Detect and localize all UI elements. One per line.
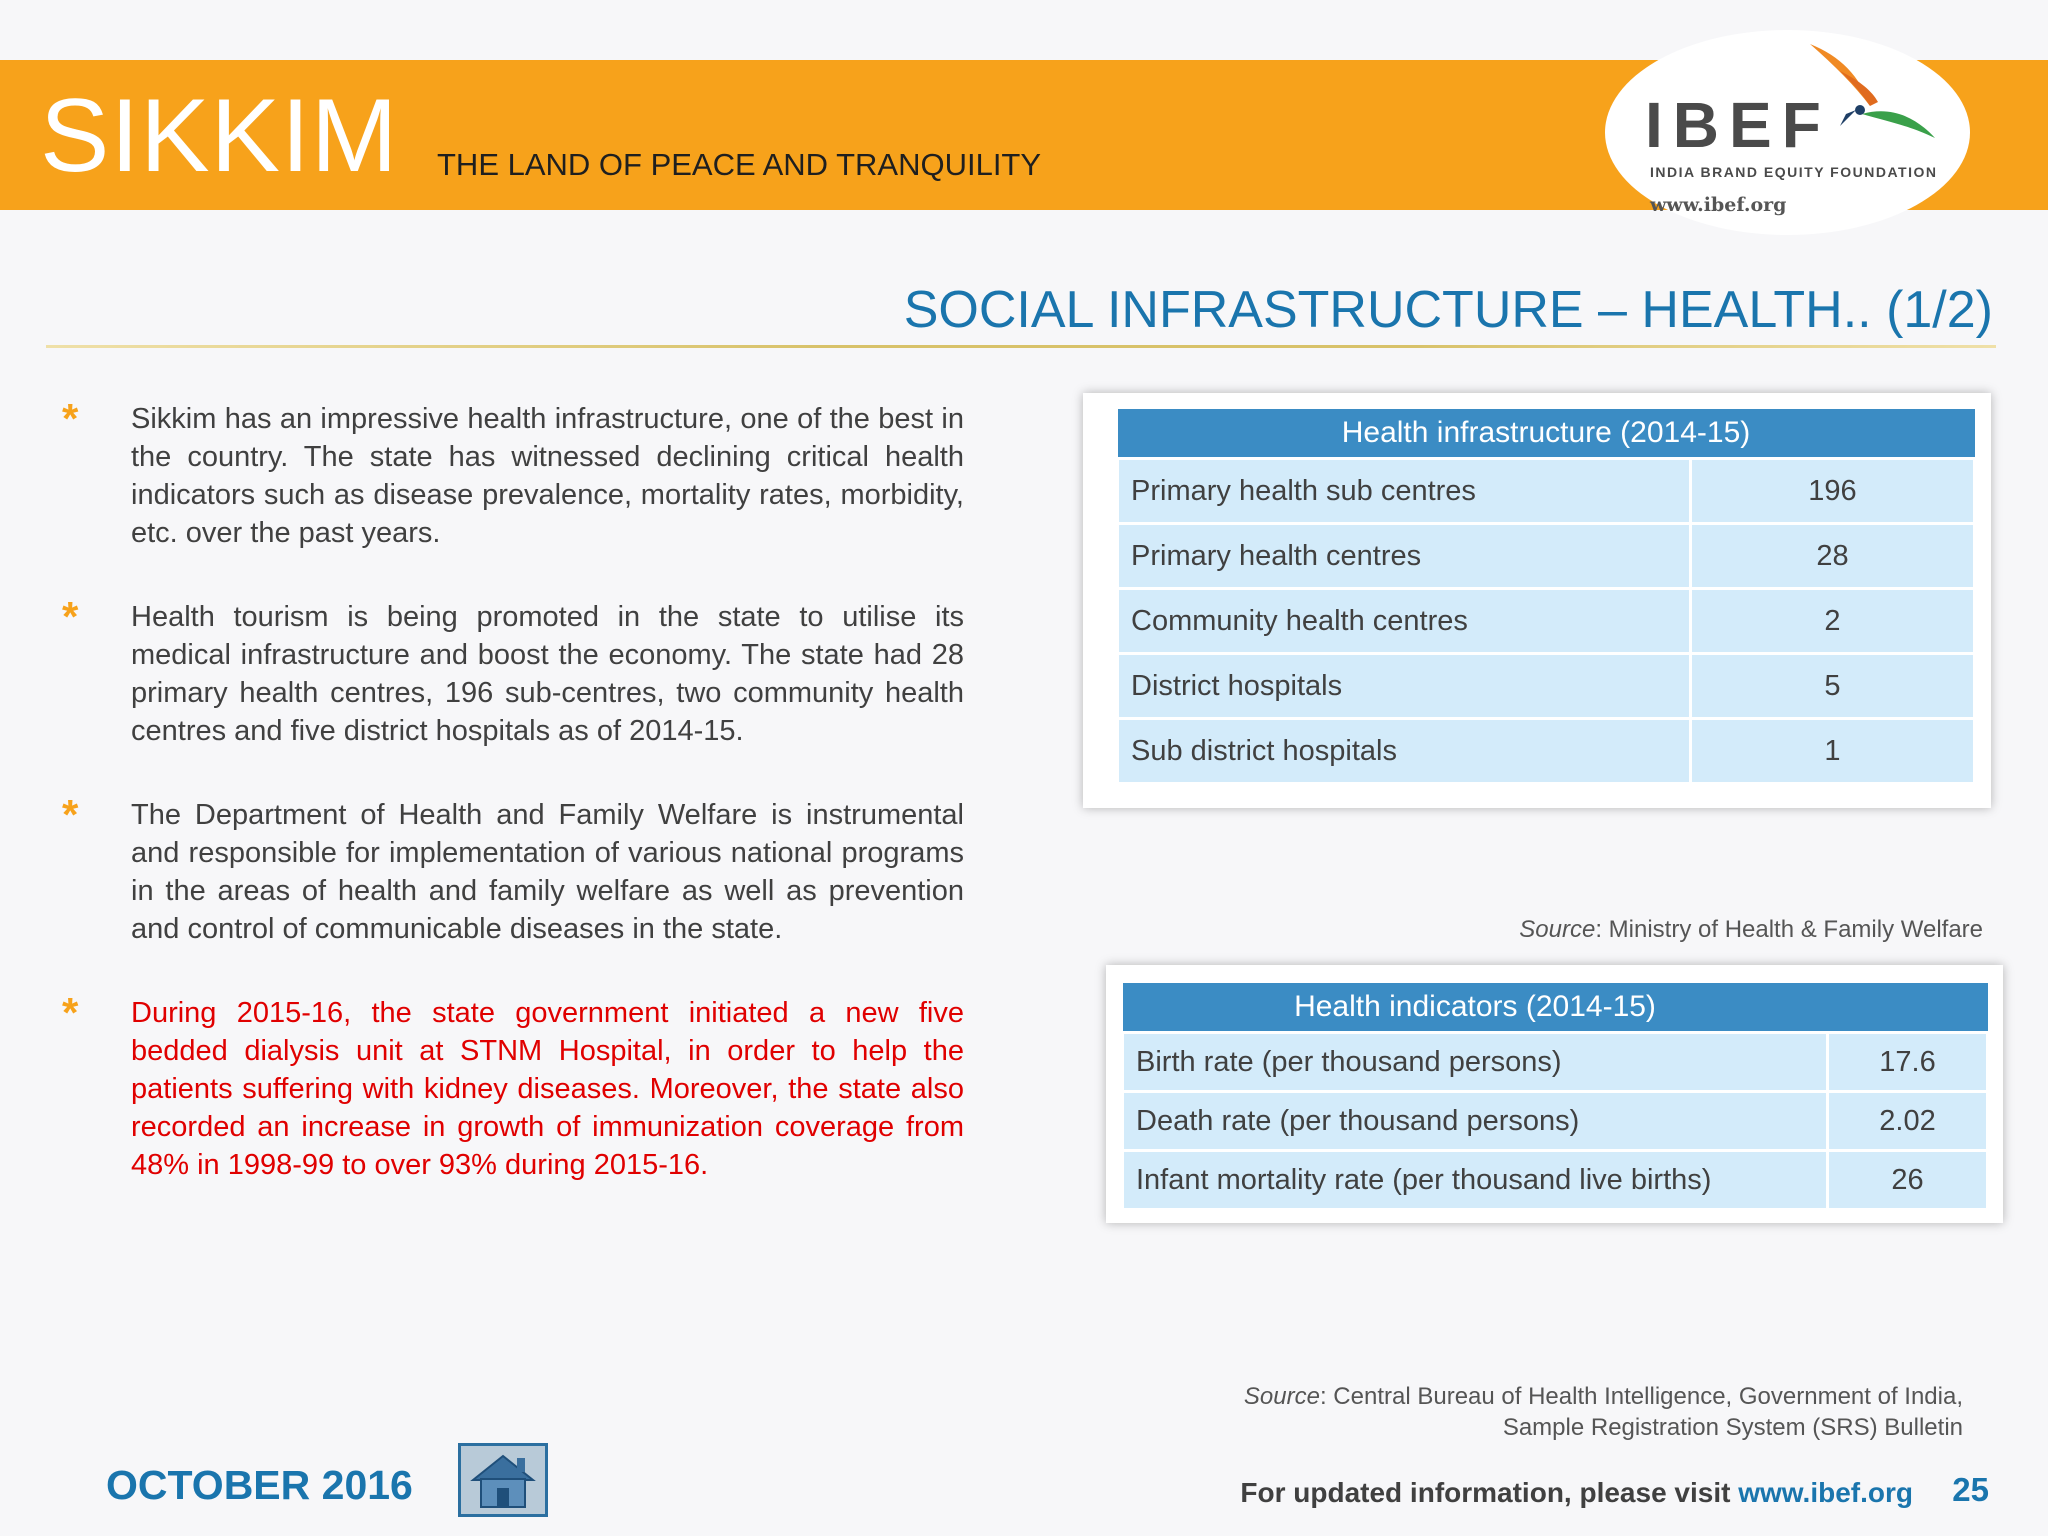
footer-note-text: For updated information, please visit bbox=[1240, 1477, 1739, 1508]
table-header-row bbox=[1123, 983, 1988, 1033]
bullet-item bbox=[62, 395, 964, 552]
bullet-item bbox=[62, 791, 964, 948]
table-row bbox=[1123, 1092, 1988, 1151]
asterisk-bullet-icon: * bbox=[62, 395, 79, 442]
source-label: Source bbox=[1519, 916, 1596, 943]
row-label: Sub district hospitals bbox=[1118, 719, 1691, 784]
source-text: Sample Registration System (SRS) Bulletin bbox=[1502, 1414, 1963, 1441]
asterisk-bullet-icon: * bbox=[62, 791, 79, 838]
title-divider bbox=[46, 345, 1996, 348]
bullet-item bbox=[62, 593, 964, 750]
source-text: : Ministry of Health & Family Welfare bbox=[1595, 916, 1983, 943]
bullet-item-highlighted bbox=[62, 989, 964, 1184]
page-number: 25 bbox=[1952, 1471, 1989, 1508]
home-icon bbox=[461, 1446, 545, 1514]
bullet-text: Health tourism is being promoted in the state to utilise its medical infrastructure and boost the economy. The state had 28 primary health centres, 196 sub-centres, two community health centres and five district hospitals as of 2014-15. bbox=[131, 601, 964, 747]
state-name: SIKKIM bbox=[40, 78, 399, 194]
table-title: Health indicators (2014-15) bbox=[1123, 983, 1828, 1033]
row-label: Death rate (per thousand persons) bbox=[1123, 1092, 1828, 1151]
table-header-row bbox=[1118, 409, 1975, 459]
asterisk-bullet-icon: * bbox=[62, 989, 79, 1036]
row-value: 196 bbox=[1691, 459, 1975, 524]
row-label: Primary health sub centres bbox=[1118, 459, 1691, 524]
page-title: SOCIAL INFRASTRUCTURE – HEALTH.. (1/2) bbox=[903, 281, 1993, 339]
footer-date: OCTOBER 2016 bbox=[106, 1462, 413, 1508]
health-infrastructure-table bbox=[1116, 409, 1976, 785]
row-value: 26 bbox=[1828, 1151, 1988, 1210]
row-value: 1 bbox=[1691, 719, 1975, 784]
table-row bbox=[1118, 589, 1975, 654]
row-label: Birth rate (per thousand persons) bbox=[1123, 1033, 1828, 1092]
table-row bbox=[1123, 1033, 1988, 1092]
row-value: 2.02 bbox=[1828, 1092, 1988, 1151]
table-row bbox=[1118, 459, 1975, 524]
state-tagline: THE LAND OF PEACE AND TRANQUILITY bbox=[437, 147, 1042, 182]
home-button[interactable] bbox=[458, 1443, 548, 1517]
table-row bbox=[1118, 719, 1975, 784]
bullet-text: Sikkim has an impressive health infrastructure, one of the best in the country. The state has witnessed declining critical health indicators such as disease prevalence, mortality rates, morbidity, etc. over the past years. bbox=[131, 403, 964, 549]
health-infrastructure-card bbox=[1083, 393, 1991, 808]
source-label: Source bbox=[1243, 1383, 1320, 1410]
row-value: 28 bbox=[1691, 524, 1975, 589]
bullet-text: The Department of Health and Family Welfare is instrumental and responsible for implementation of various national programs in the areas of health and family welfare as well as prevention and control of communicable diseases in the state. bbox=[131, 799, 964, 945]
asterisk-bullet-icon: * bbox=[62, 593, 79, 640]
row-label: Primary health centres bbox=[1118, 524, 1691, 589]
bullet-text: During 2015-16, the state government initiated a new five bedded dialysis unit at STNM Hospital, in order to help the patients suffering with kidney diseases. Moreover, the state also recorded an increase in growth of immunization coverage from 48% in 1998-99 to over 93% during 2015-16. bbox=[131, 997, 964, 1181]
table-title: Health infrastructure (2014-15) bbox=[1118, 409, 1975, 459]
ibef-logo-url[interactable]: www.ibef.org bbox=[1650, 194, 1787, 216]
row-value: 2 bbox=[1691, 589, 1975, 654]
footer-note bbox=[1240, 1477, 1913, 1509]
row-label: Infant mortality rate (per thousand live births) bbox=[1123, 1151, 1828, 1210]
footer-link[interactable]: www.ibef.org bbox=[1738, 1477, 1913, 1508]
health-indicators-card bbox=[1106, 965, 2003, 1223]
bullet-list bbox=[62, 395, 964, 1230]
row-label: Community health centres bbox=[1118, 589, 1691, 654]
ibef-logo-subtitle: INDIA BRAND EQUITY FOUNDATION bbox=[1650, 164, 1938, 180]
table-row bbox=[1123, 1151, 1988, 1210]
source-text: : Central Bureau of Health Intelligence, Government of India, bbox=[1319, 1383, 1963, 1410]
row-value: 5 bbox=[1691, 654, 1975, 719]
ibef-logo: IBEF bbox=[1645, 89, 1831, 161]
row-value: 17.6 bbox=[1828, 1033, 1988, 1092]
table-header-blank bbox=[1828, 983, 1988, 1033]
row-label: District hospitals bbox=[1118, 654, 1691, 719]
infra-source-note bbox=[1519, 916, 1983, 944]
health-indicators-table bbox=[1121, 983, 1989, 1211]
table-row bbox=[1118, 524, 1975, 589]
indicators-source-note bbox=[1244, 1381, 1963, 1443]
table-row bbox=[1118, 654, 1975, 719]
